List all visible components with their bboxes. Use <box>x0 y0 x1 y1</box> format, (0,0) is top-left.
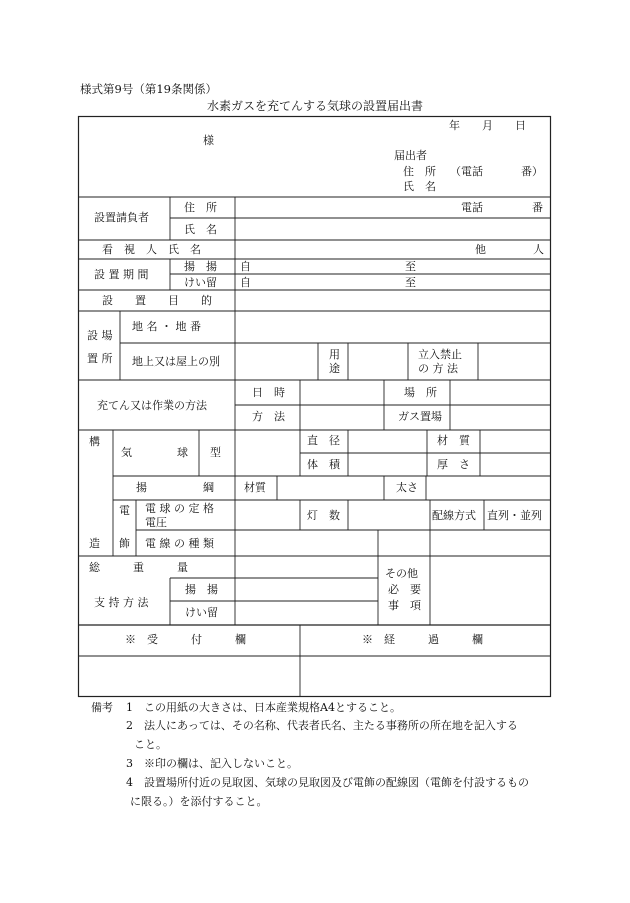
restricted-label-top: 立入禁止 <box>418 348 462 361</box>
period-moor-from: 自 <box>240 276 251 289</box>
wiring-method-label: 配線方式 <box>432 509 476 522</box>
structure-label-top: 構 <box>89 435 100 448</box>
period-moor-to: 至 <box>405 276 416 289</box>
other-label-3: 事 項 <box>388 599 421 612</box>
support-raise-label: 揚 揚 <box>185 583 218 596</box>
contractor-phone-label: 電話 <box>461 201 483 214</box>
balloon-label-1: 気 <box>121 446 132 459</box>
notifier-phone-open: （電話 <box>450 165 483 178</box>
note-3-text: ※印の欄は、記入しないこと。 <box>144 757 298 770</box>
watcher-person: 人 <box>533 243 544 256</box>
contractor-address-label: 住 所 <box>184 201 217 214</box>
thickness-label: 厚 さ <box>437 458 470 471</box>
contractor-label: 設置請負者 <box>94 211 149 224</box>
method-label: 方 法 <box>252 410 285 423</box>
period-label: 設 置 期 間 <box>94 268 149 281</box>
note-4-num: 4 <box>126 776 133 789</box>
period-raise-to: 至 <box>405 260 416 273</box>
notifier-phone-close: 番） <box>521 165 543 178</box>
deco-label-bottom: 飾 <box>119 537 130 550</box>
period-moor: けい留 <box>184 276 217 289</box>
notifier-address-label: 住 所 <box>403 165 436 178</box>
use-label-top: 用 <box>329 348 340 361</box>
diameter-label: 直 径 <box>307 434 340 447</box>
form-number: 様式第9号（第19条関係） <box>80 82 217 96</box>
watcher-name-label: 看 視 人 氏 名 <box>102 243 201 256</box>
note-2-cont: こと。 <box>134 738 167 751</box>
period-raise-from: 自 <box>240 260 251 273</box>
rope-material-label: 材質 <box>244 481 266 494</box>
place-name-label: 地 名 ・ 地 番 <box>132 320 201 333</box>
lamp-count-label: 灯 数 <box>307 509 340 522</box>
purpose-label: 設 置 目 的 <box>102 294 212 307</box>
filling-method-label: 充てん又は作業の方法 <box>97 399 207 412</box>
date-month: 月 <box>482 119 493 132</box>
other-label-2: 必 要 <box>388 583 421 596</box>
reception-label: ※ 受 付 欄 <box>125 633 246 646</box>
bulb-rating-label-2: 電圧 <box>145 516 167 529</box>
place-label: 場 所 <box>404 386 437 399</box>
ground-roof-label: 地上又は屋上の別 <box>132 355 220 368</box>
balloon-label-2: 球 <box>177 446 188 459</box>
period-raise: 揚 揚 <box>184 260 217 273</box>
note-3-num: 3 <box>126 757 133 770</box>
notifier-label: 届出者 <box>394 149 427 162</box>
note-4-cont: に限る。）を添付すること。 <box>130 795 268 808</box>
rope-label-2: 綱 <box>203 481 214 494</box>
note-2-text: 法人にあっては、その名称、代表者氏名、主たる事務所の所在地を記入する <box>144 719 518 732</box>
balloon-label-3: 型 <box>210 446 221 459</box>
total-weight-label: 総 重 量 <box>89 561 188 574</box>
support-moor-label: けい留 <box>185 606 218 619</box>
contractor-phone-ban: 番 <box>532 201 543 214</box>
contractor-name-label: 氏 名 <box>184 223 217 236</box>
volume-label: 体 積 <box>307 458 340 471</box>
note-4-text: 設置場所付近の見取図、気球の見取図及び電飾の配線図（電飾を付設するもの <box>144 776 529 789</box>
note-1-num: 1 <box>126 701 133 714</box>
gas-storage-label: ガス置場 <box>398 410 442 423</box>
rope-width-label: 太さ <box>396 481 418 494</box>
restricted-label-bottom: の 方 法 <box>418 362 458 375</box>
addressee-suffix: 様 <box>203 134 214 147</box>
datetime-label: 日 時 <box>252 386 285 399</box>
rope-label-1: 揚 <box>136 481 147 494</box>
location-label-top: 設 場 <box>87 329 113 342</box>
progress-label: ※ 経 過 欄 <box>362 633 483 646</box>
date-year: 年 <box>449 119 460 132</box>
date-day: 日 <box>515 119 526 132</box>
note-2-num: 2 <box>126 719 133 732</box>
location-label-bottom: 置 所 <box>87 352 113 365</box>
wiring-value: 直列・並列 <box>487 509 542 522</box>
support-method-label: 支 持 方 法 <box>94 596 149 609</box>
material-label: 材 質 <box>437 434 470 447</box>
wire-type-label: 電 線 の 種 類 <box>145 537 214 550</box>
notifier-name-label: 氏 名 <box>403 180 436 193</box>
form-title: 水素ガスを充てんする気球の設置届出書 <box>206 99 423 113</box>
other-label-1: その他 <box>385 567 418 580</box>
note-1-text: この用紙の大きさは、日本産業規格A4とすること。 <box>144 701 401 714</box>
structure-label-bottom: 造 <box>89 537 100 550</box>
notes-label: 備考 <box>91 701 113 714</box>
bulb-rating-label-1: 電 球 の 定 格 <box>145 502 214 515</box>
watcher-others: 他 <box>475 243 486 256</box>
deco-label-top: 電 <box>119 504 130 517</box>
use-label-bottom: 途 <box>329 362 340 375</box>
